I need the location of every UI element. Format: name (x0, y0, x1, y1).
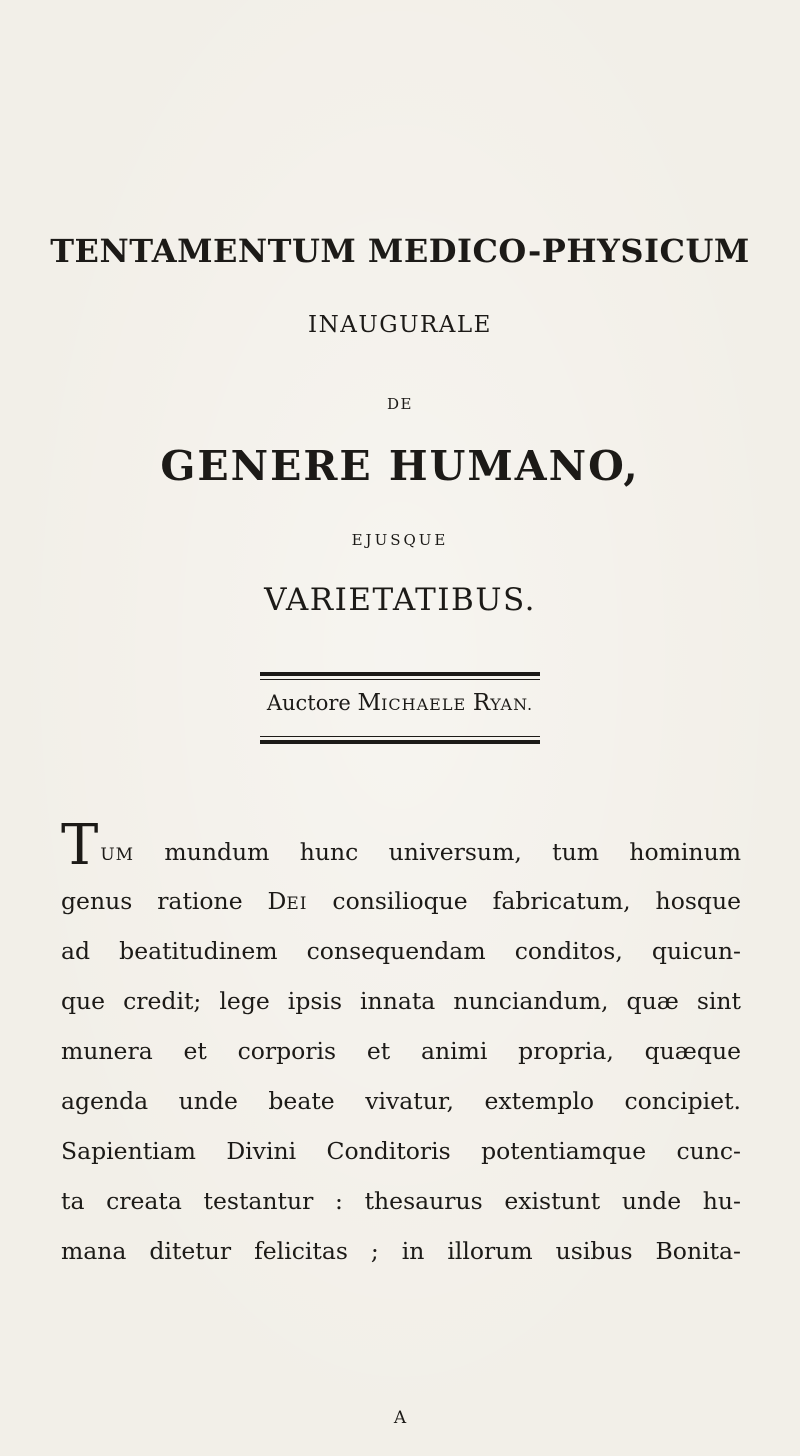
top-rule-thin (260, 679, 540, 680)
title-line-5: EJUSQUE (351, 531, 449, 549)
body-line-1-text: mundum hunc universum, tum hominum (134, 838, 741, 866)
top-rule-thick (260, 672, 540, 676)
author-last-cap: R (472, 690, 491, 716)
body-dei-cap: D (267, 887, 287, 915)
title-line-2: INAUGURALE (308, 312, 492, 338)
body-line-5: munera et corporis et animi propria, quæque (61, 1037, 741, 1065)
title-line-1: TENTAMENTUM MEDICO-PHYSICUM (50, 232, 750, 270)
author-first-cap: M (357, 690, 382, 716)
body-line-8: ta creata testantur : thesaurus existunt unde hu- (61, 1187, 741, 1215)
body-line-9: mana ditetur felicitas ; in illorum usibus Bonita- (61, 1237, 741, 1265)
author-line (0, 690, 800, 716)
signature-mark: A (393, 1408, 407, 1428)
title-line-4: GENERE HUMANO, (160, 442, 640, 490)
body-line-1 (61, 813, 741, 878)
author-prefix: Auctore (266, 691, 351, 715)
body-smallcaps-word: UM (100, 845, 135, 865)
title-line-6: VARIETATIBUS. (264, 582, 536, 618)
bottom-rule-thin (260, 736, 540, 737)
author-last-rest: YAN. (490, 695, 534, 714)
body-line-2-pre: genus ratione (61, 887, 268, 915)
body-dei-rest: EI (286, 894, 308, 914)
title-line-3: DE (387, 395, 413, 413)
body-paragraph (61, 813, 741, 1276)
body-line-2 (61, 876, 741, 926)
body-line-2-post: consilioque fabricatum, hosque (307, 887, 741, 915)
drop-cap: T (61, 813, 99, 878)
body-line-4: que credit; lege ipsis innata nunciandum, quæ sint (61, 987, 741, 1015)
bottom-rule-thick (260, 740, 540, 744)
body-line-3: ad beatitudinem consequendam conditos, quicun- (61, 937, 741, 965)
author-first-rest: ICHAELE (381, 695, 467, 714)
body-line-7: Sapientiam Divini Conditoris potentiamque cunc- (61, 1137, 741, 1165)
body-line-6: agenda unde beate vivatur, extemplo concipiet. (61, 1087, 741, 1115)
